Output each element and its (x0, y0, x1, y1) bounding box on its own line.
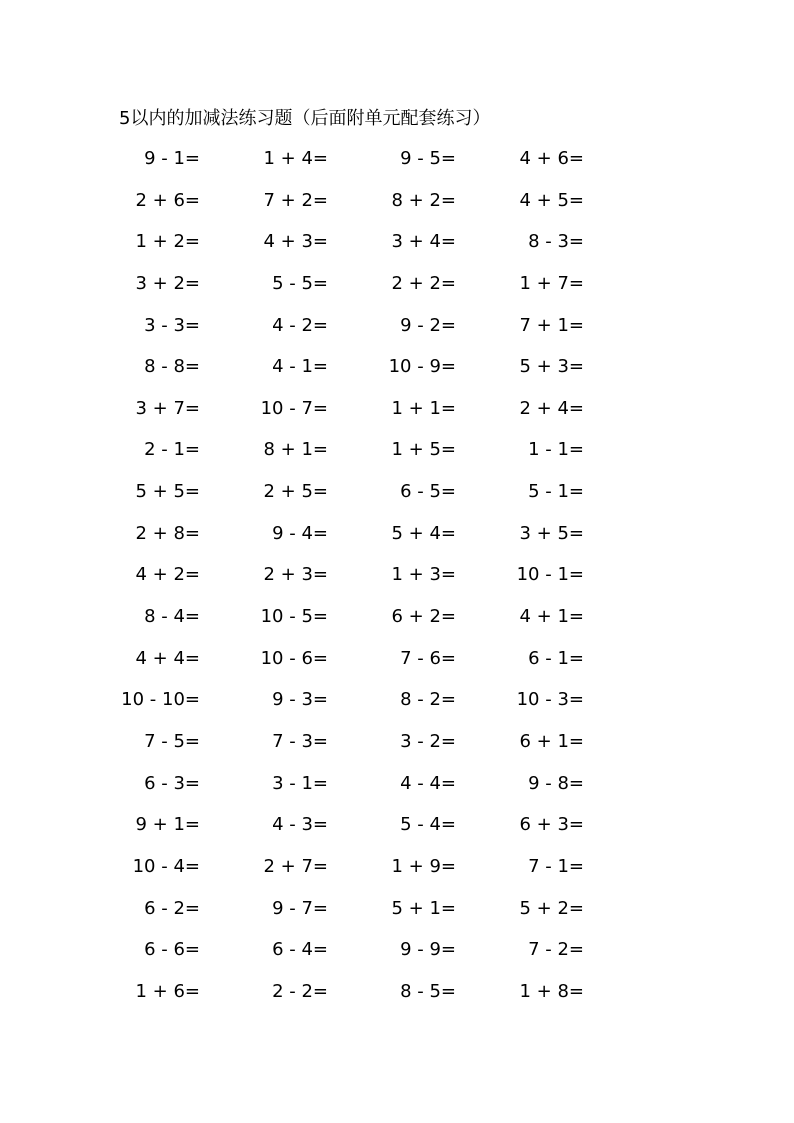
exercise-problem: 4 - 4= (400, 772, 456, 794)
exercise-problem: 4 + 3= (263, 231, 328, 253)
exercise-problem: 2 + 4= (519, 397, 584, 419)
exercise-row (0, 804, 794, 846)
exercise-problem: 3 - 1= (272, 772, 328, 794)
exercise-problem: 1 + 3= (391, 564, 456, 586)
exercise-row (0, 513, 794, 555)
exercise-row (0, 180, 794, 222)
exercise-problem: 5 + 5= (135, 481, 200, 503)
exercise-problem: 1 + 5= (391, 439, 456, 461)
exercise-problem: 8 - 8= (144, 356, 200, 378)
exercise-problem: 2 + 8= (135, 522, 200, 544)
exercise-problem: 7 + 1= (519, 314, 584, 336)
exercise-problem: 5 + 3= (519, 356, 584, 378)
exercise-problem: 10 - 5= (260, 606, 328, 628)
exercise-problem: 6 - 6= (144, 939, 200, 961)
exercise-problem: 10 - 1= (516, 564, 584, 586)
exercise-row (0, 388, 794, 430)
exercise-row (0, 596, 794, 638)
exercise-row (0, 638, 794, 680)
exercise-problem: 10 - 4= (132, 855, 200, 877)
exercise-grid (0, 138, 794, 1012)
exercise-problem: 6 - 5= (400, 481, 456, 503)
exercise-problem: 2 + 6= (135, 189, 200, 211)
exercise-problem: 6 + 1= (519, 730, 584, 752)
exercise-problem: 5 - 1= (528, 481, 584, 503)
exercise-row (0, 305, 794, 347)
exercise-problem: 1 + 4= (263, 148, 328, 169)
exercise-problem: 2 + 5= (263, 481, 328, 503)
exercise-problem: 6 + 3= (519, 814, 584, 836)
exercise-problem: 9 - 5= (400, 148, 456, 169)
exercise-problem: 5 - 5= (272, 272, 328, 294)
exercise-problem: 7 - 5= (144, 730, 200, 752)
exercise-problem: 8 - 4= (144, 606, 200, 628)
exercise-problem: 6 - 3= (144, 772, 200, 794)
exercise-problem: 8 + 2= (391, 189, 456, 211)
exercise-problem: 10 - 3= (516, 689, 584, 711)
exercise-problem: 6 - 2= (144, 897, 200, 919)
exercise-problem: 2 - 2= (272, 980, 328, 1002)
exercise-problem: 4 + 5= (519, 189, 584, 211)
exercise-row (0, 929, 794, 971)
exercise-row (0, 346, 794, 388)
exercise-problem: 5 + 4= (391, 522, 456, 544)
exercise-problem: 5 - 4= (400, 814, 456, 836)
exercise-problem: 9 - 9= (400, 939, 456, 961)
exercise-row (0, 846, 794, 888)
exercise-problem: 1 + 1= (391, 397, 456, 419)
page-title: 5以内的加减法练习题（后面附单元配套练习） (119, 108, 491, 129)
exercise-problem: 10 - 6= (260, 647, 328, 669)
exercise-problem: 2 + 3= (263, 564, 328, 586)
exercise-row (0, 138, 794, 180)
exercise-row (0, 429, 794, 471)
exercise-problem: 7 - 1= (528, 855, 584, 877)
exercise-row (0, 888, 794, 930)
exercise-problem: 4 + 2= (135, 564, 200, 586)
exercise-problem: 7 - 6= (400, 647, 456, 669)
exercise-row (0, 263, 794, 305)
exercise-problem: 1 + 6= (135, 980, 200, 1002)
exercise-problem: 7 + 2= (263, 189, 328, 211)
exercise-problem: 10 - 10= (121, 689, 200, 711)
exercise-problem: 2 + 7= (263, 855, 328, 877)
exercise-problem: 8 - 2= (400, 689, 456, 711)
exercise-problem: 4 - 2= (272, 314, 328, 336)
exercise-problem: 4 + 4= (135, 647, 200, 669)
exercise-problem: 3 - 2= (400, 730, 456, 752)
exercise-problem: 4 + 1= (519, 606, 584, 628)
exercise-row (0, 721, 794, 763)
exercise-row (0, 679, 794, 721)
exercise-problem: 7 - 3= (272, 730, 328, 752)
exercise-problem: 4 - 1= (272, 356, 328, 378)
exercise-problem: 8 + 1= (263, 439, 328, 461)
exercise-problem: 2 - 1= (144, 439, 200, 461)
exercise-problem: 9 - 1= (144, 148, 200, 169)
exercise-problem: 1 + 2= (135, 231, 200, 253)
exercise-row (0, 471, 794, 513)
exercise-row (0, 221, 794, 263)
exercise-problem: 3 + 7= (135, 397, 200, 419)
exercise-row (0, 971, 794, 1013)
exercise-problem: 9 - 7= (272, 897, 328, 919)
exercise-problem: 3 + 5= (519, 522, 584, 544)
exercise-problem: 9 - 2= (400, 314, 456, 336)
exercise-problem: 7 - 2= (528, 939, 584, 961)
exercise-problem: 1 + 8= (519, 980, 584, 1002)
exercise-problem: 6 - 1= (528, 647, 584, 669)
exercise-problem: 8 - 3= (528, 231, 584, 253)
exercise-problem: 3 - 3= (144, 314, 200, 336)
exercise-problem: 5 + 2= (519, 897, 584, 919)
exercise-problem: 9 + 1= (135, 814, 200, 836)
exercise-problem: 4 - 3= (272, 814, 328, 836)
exercise-problem: 6 + 2= (391, 606, 456, 628)
exercise-problem: 1 + 7= (519, 272, 584, 294)
exercise-problem: 5 + 1= (391, 897, 456, 919)
exercise-problem: 1 - 1= (528, 439, 584, 461)
exercise-problem: 3 + 4= (391, 231, 456, 253)
exercise-problem: 3 + 2= (135, 272, 200, 294)
exercise-problem: 10 - 9= (388, 356, 456, 378)
exercise-problem: 6 - 4= (272, 939, 328, 961)
exercise-problem: 9 - 8= (528, 772, 584, 794)
exercise-problem: 1 + 9= (391, 855, 456, 877)
exercise-problem: 9 - 3= (272, 689, 328, 711)
exercise-row (0, 763, 794, 805)
exercise-row (0, 554, 794, 596)
exercise-problem: 4 + 6= (519, 148, 584, 169)
exercise-problem: 8 - 5= (400, 980, 456, 1002)
exercise-problem: 9 - 4= (272, 522, 328, 544)
exercise-problem: 2 + 2= (391, 272, 456, 294)
exercise-problem: 10 - 7= (260, 397, 328, 419)
